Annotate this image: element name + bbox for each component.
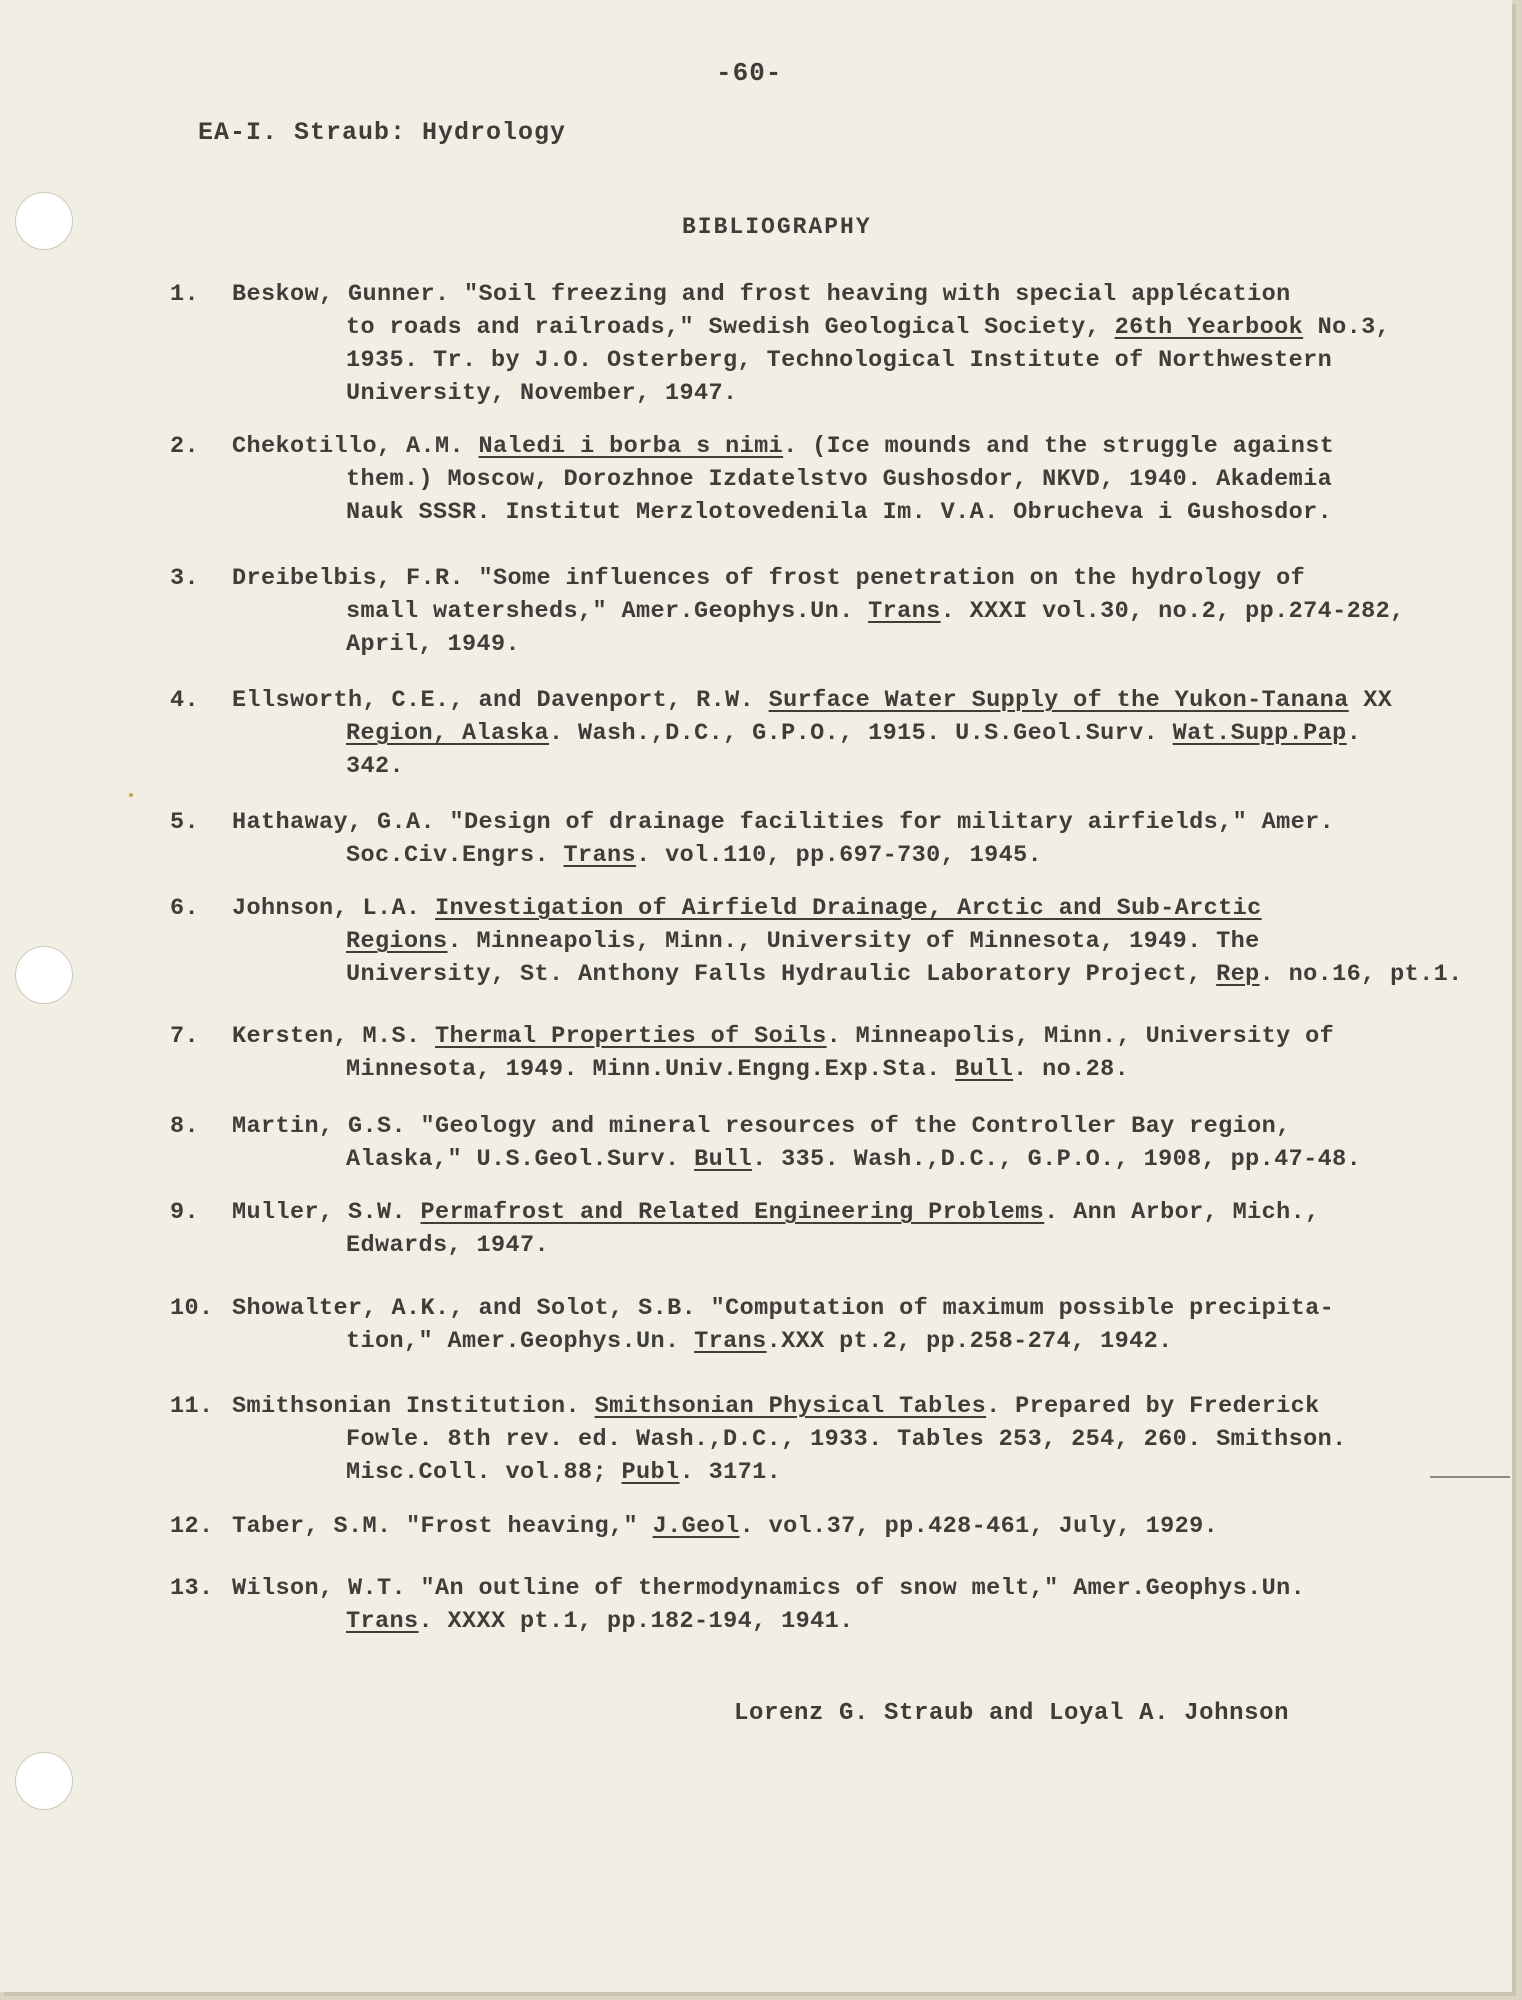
underlined-title: Bull <box>955 1056 1014 1083</box>
entry-text: .XXX pt.2, pp.258-274, 1942. <box>766 1328 1173 1355</box>
entry-line <box>170 463 1334 496</box>
underlined-title: Region, Alaska <box>346 720 550 747</box>
entry-text: Chekotillo, A.M. <box>232 433 479 460</box>
underlined-title: Investigation of Airfield Drainage, Arctic and Sub-Arctic <box>435 895 1262 922</box>
entry-number: 3. <box>170 565 200 592</box>
entry-text: . vol.37, pp.428-461, July, 1929. <box>739 1513 1219 1540</box>
underlined-title: Wat.Supp.Pap <box>1172 720 1347 747</box>
entry-text: Soc.Civ.Engrs. <box>346 842 564 869</box>
bibliography-entry <box>170 562 1405 661</box>
entry-text: Martin, G.S. "Geology and mineral resources of the Controller Bay region, <box>232 1113 1291 1140</box>
bibliography-entry <box>170 1020 1334 1086</box>
entry-line <box>170 1196 1320 1229</box>
page-number: -60- <box>716 58 783 88</box>
entry-text: Ellsworth, C.E., and Davenport, R.W. <box>232 687 769 714</box>
entry-text: Showalter, A.K., and Solot, S.B. "Computation of maximum possible precipita- <box>232 1295 1335 1322</box>
underlined-title: Trans <box>563 842 637 869</box>
entry-line <box>170 1456 1347 1489</box>
entry-text: . Wash.,D.C., G.P.O., 1915. U.S.Geol.Surv. <box>549 720 1173 747</box>
entry-line <box>170 344 1390 377</box>
entry-number: 2. <box>170 433 200 460</box>
entry-text: . Ann Arbor, Mich., <box>1044 1199 1320 1226</box>
underlined-title: Smithsonian Physical Tables <box>594 1393 987 1420</box>
entry-line <box>170 496 1334 529</box>
underlined-title: 26th Yearbook <box>1114 314 1304 341</box>
entry-text: Minnesota, 1949. Minn.Univ.Engng.Exp.Sta. <box>346 1056 956 1083</box>
underlined-title: Rep <box>1216 961 1260 988</box>
entry-text: . vol.110, pp.697-730, 1945. <box>636 842 1043 869</box>
underlined-title: J.Geol <box>652 1513 740 1540</box>
entry-line <box>170 1390 1347 1423</box>
entry-text: . 3171. <box>679 1459 782 1486</box>
entry-number: 8. <box>170 1113 200 1140</box>
entry-line <box>170 377 1390 410</box>
entry-text: . no.28. <box>1013 1056 1130 1083</box>
entry-text: . XXXX pt.1, pp.182-194, 1941. <box>418 1608 854 1635</box>
underlined-title: Surface Water Supply of the Yukon-Tanana <box>768 687 1349 714</box>
entry-text: Wilson, W.T. "An outline of thermodynamics of snow melt," Amer.Geophys.Un. <box>232 1575 1306 1602</box>
entry-text: Kersten, M.S. <box>232 1023 436 1050</box>
bibliography-entry <box>170 430 1334 529</box>
entry-text: University, November, 1947. <box>346 380 738 407</box>
underlined-title: Regions <box>346 928 448 955</box>
bibliography-entry <box>170 892 1463 991</box>
entry-text: . (Ice mounds and the struggle against <box>783 433 1335 460</box>
entry-text: . no.16, pt.1. <box>1259 961 1463 988</box>
authors-signature: Lorenz G. Straub and Loyal A. Johnson <box>734 1700 1290 1727</box>
entry-number: 1. <box>170 281 200 308</box>
entry-text: Fowle. 8th rev. ed. Wash.,D.C., 1933. Tables 253, 254, 260. Smithson. <box>346 1426 1347 1453</box>
entry-line <box>170 1325 1334 1358</box>
entry-number: 9. <box>170 1199 200 1226</box>
entry-text: Dreibelbis, F.R. "Some influences of frost penetration on the hydrology of <box>232 565 1306 592</box>
entry-line <box>170 750 1392 783</box>
entry-number: 6. <box>170 895 200 922</box>
entry-text: . 335. Wash.,D.C., G.P.O., 1908, pp.47-48. <box>752 1146 1362 1173</box>
entry-text: Smithsonian Institution. <box>232 1393 595 1420</box>
entry-text: Beskow, Gunner. "Soil freezing and frost heaving with special applécation <box>232 281 1291 308</box>
bibliography-entry <box>170 1196 1320 1262</box>
entry-text: Muller, S.W. <box>232 1199 421 1226</box>
entry-number: 13. <box>170 1575 214 1602</box>
entry-line <box>170 430 1334 463</box>
section-title: BIBLIOGRAPHY <box>682 214 872 240</box>
entry-number: 12. <box>170 1513 214 1540</box>
entry-line <box>170 717 1392 750</box>
entry-text: . Minneapolis, Minn., University of Minnesota, 1949. The <box>447 928 1260 955</box>
entry-text: Nauk SSSR. Institut Merzlotovedenila Im. V.A. Obrucheva i Gushosdor. <box>346 499 1333 526</box>
punch-hole <box>15 1752 73 1810</box>
entry-line <box>170 806 1334 839</box>
entry-number: 11. <box>170 1393 214 1420</box>
entry-text: 1935. Tr. by J.O. Osterberg, Technological Institute of Northwestern <box>346 347 1333 374</box>
entry-line <box>170 684 1392 717</box>
entry-line <box>170 925 1463 958</box>
entry-line <box>170 1143 1361 1176</box>
bibliography-entry <box>170 1110 1361 1176</box>
entry-text: Hathaway, G.A. "Design of drainage facilities for military airfields," Amer. <box>232 809 1335 836</box>
underlined-title: Naledi i borba s nimi <box>478 433 784 460</box>
bibliography-entry <box>170 1510 1218 1543</box>
entry-text: . Minneapolis, Minn., University of <box>826 1023 1335 1050</box>
entry-text: to roads and railroads," Swedish Geological Society, <box>346 314 1115 341</box>
underlined-title: Trans <box>346 1608 419 1635</box>
entry-line <box>170 958 1463 991</box>
entry-text: Johnson, L.A. <box>232 895 436 922</box>
entry-line <box>170 1229 1320 1262</box>
entry-number: 5. <box>170 809 200 836</box>
entry-line <box>170 1510 1218 1543</box>
underlined-title: Permafrost and Related Engineering Problems <box>420 1199 1045 1226</box>
entry-text: small watersheds," Amer.Geophys.Un. <box>346 598 869 625</box>
bibliography-entry <box>170 806 1334 872</box>
bibliography-entry <box>170 684 1392 783</box>
entry-line <box>170 1020 1334 1053</box>
entry-line <box>170 1572 1305 1605</box>
bibliography-entry <box>170 1390 1347 1489</box>
entry-line <box>170 1605 1305 1638</box>
underlined-title: Bull <box>694 1146 753 1173</box>
report-header: EA-I. Straub: Hydrology <box>198 118 567 147</box>
entry-line <box>170 839 1334 872</box>
punch-hole <box>15 946 73 1004</box>
entry-text: April, 1949. <box>346 631 521 658</box>
entry-line <box>170 278 1390 311</box>
underlined-title: Trans <box>694 1328 767 1355</box>
entry-text: Misc.Coll. vol.88; <box>346 1459 622 1486</box>
bibliography-entry <box>170 278 1390 410</box>
entry-line <box>170 1292 1334 1325</box>
entry-text: tion," Amer.Geophys.Un. <box>346 1328 695 1355</box>
entry-number: 7. <box>170 1023 200 1050</box>
entry-text: XX <box>1348 687 1393 714</box>
entry-line <box>170 1053 1334 1086</box>
underlined-title: Trans <box>868 598 941 625</box>
bibliography-entry <box>170 1292 1334 1358</box>
ink-spot <box>129 793 133 797</box>
entry-line <box>170 892 1463 925</box>
entry-text: . <box>1346 720 1362 747</box>
entry-text: University, St. Anthony Falls Hydraulic Laboratory Project, <box>346 961 1217 988</box>
entry-line <box>170 562 1405 595</box>
entry-text: Alaska," U.S.Geol.Surv. <box>346 1146 695 1173</box>
entry-line <box>170 595 1405 628</box>
punch-hole <box>15 192 73 250</box>
entry-text: . XXXI vol.30, no.2, pp.274-282, <box>940 598 1405 625</box>
entry-text: . Prepared by Frederick <box>986 1393 1320 1420</box>
entry-text: them.) Moscow, Dorozhnoe Izdatelstvo Gushosdor, NKVD, 1940. Akademia <box>346 466 1333 493</box>
entry-number: 10. <box>170 1295 214 1322</box>
entry-line <box>170 1110 1361 1143</box>
entry-text: Edwards, 1947. <box>346 1232 550 1259</box>
underlined-title: Thermal Properties of Soils <box>435 1023 827 1050</box>
entry-line <box>170 1423 1347 1456</box>
entry-number: 4. <box>170 687 200 714</box>
entry-line <box>170 311 1390 344</box>
underlined-title: Publ <box>621 1459 680 1486</box>
entry-text: Taber, S.M. "Frost heaving," <box>232 1513 653 1540</box>
entry-text: No.3, <box>1303 314 1391 341</box>
entry-line <box>170 628 1405 661</box>
entry-text: 342. <box>346 753 405 780</box>
bibliography-entry <box>170 1572 1305 1638</box>
pencil-mark <box>1430 1476 1510 1478</box>
